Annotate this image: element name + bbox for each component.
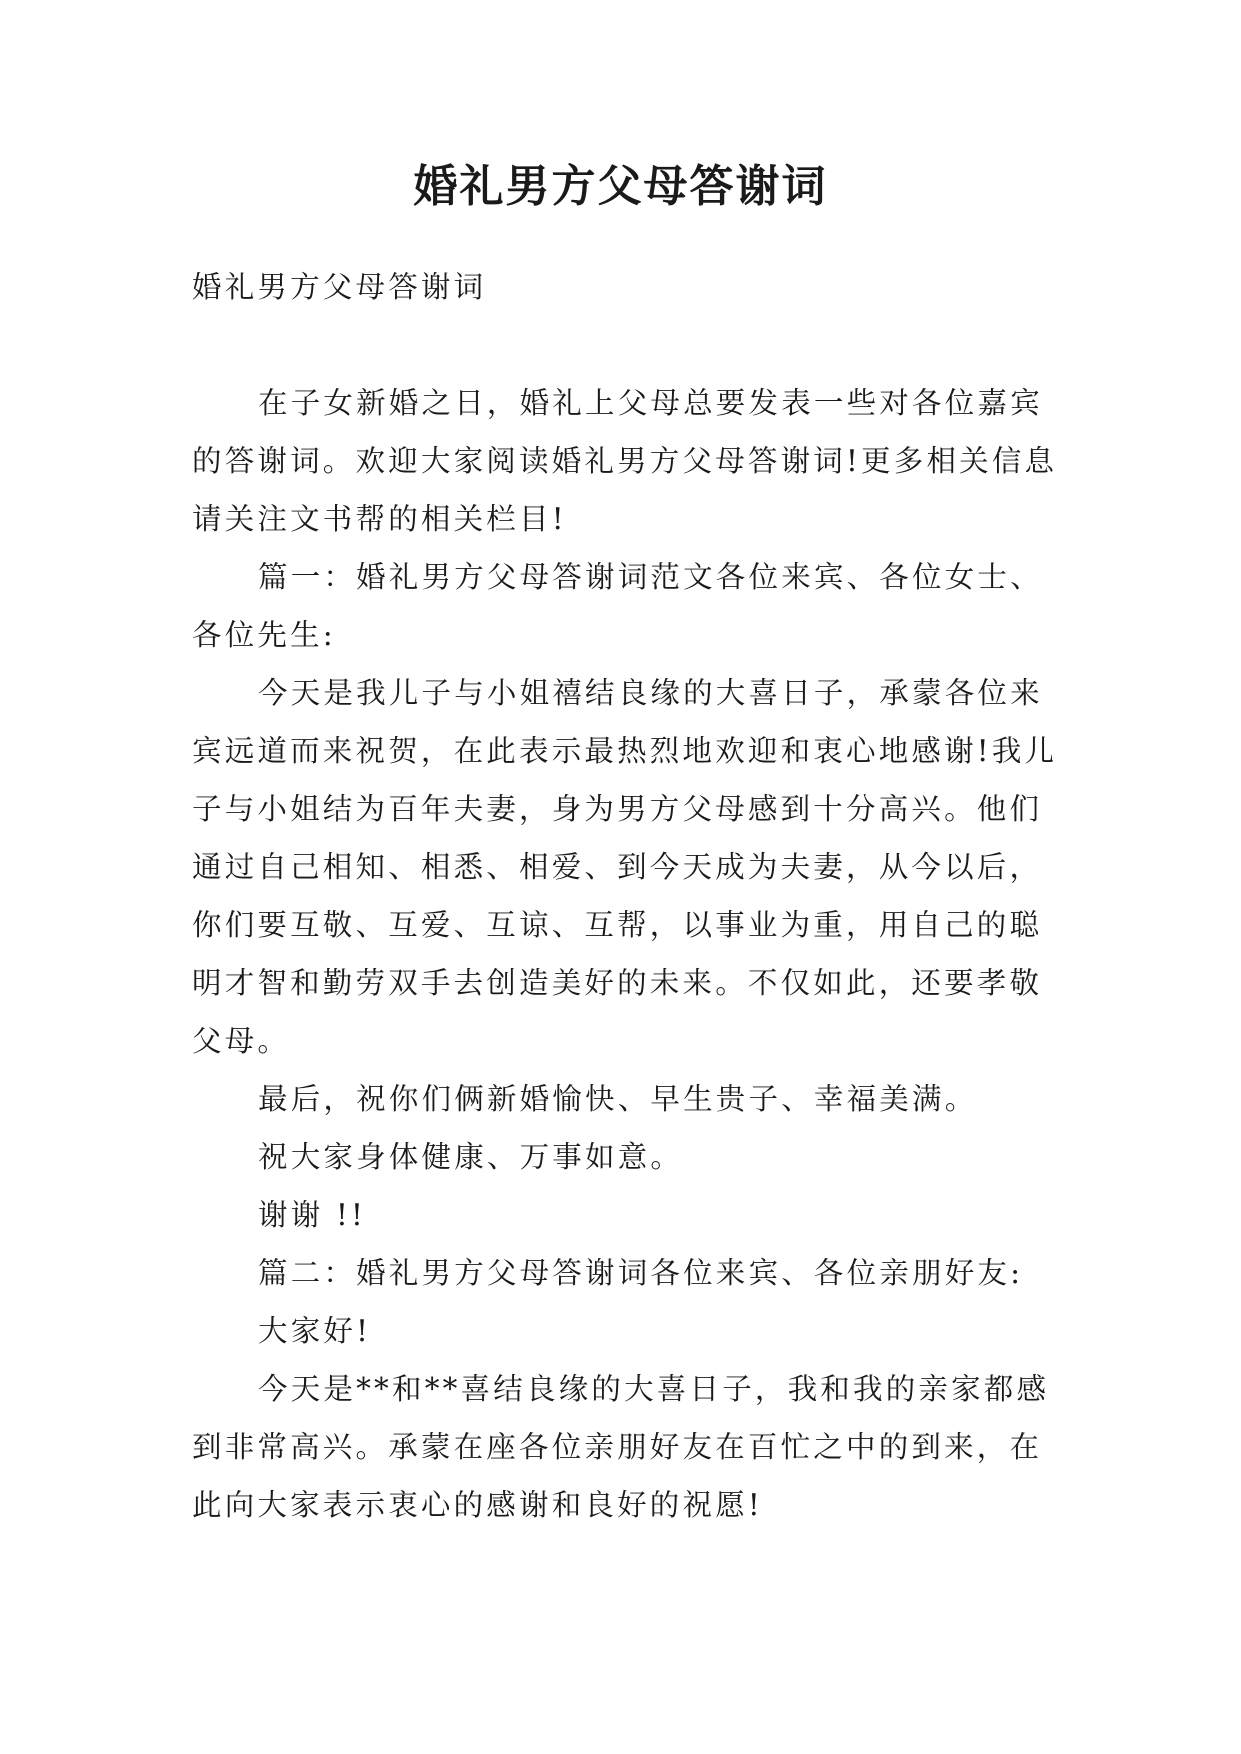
paragraph-part-one-heading: 篇一：婚礼男方父母答谢词范文各位来宾、各位女士、各位先生:: [192, 560, 1043, 652]
paragraph-part-two-body: 今天是**和**喜结良缘的大喜日子，我和我的亲家都感到非常高兴。承蒙在座各位亲朋好友在百忙之中的到来，在此向大家表示衷心的感谢和良好的祝愿!: [192, 1372, 1050, 1522]
document-subtitle: 婚礼男方父母答谢词: [192, 270, 487, 304]
document-body: [192, 258, 1072, 1534]
document-title: 婚礼男方父母答谢词: [413, 161, 828, 212]
paragraph-part-one-body: 今天是我儿子与小姐禧结良缘的大喜日子，承蒙各位来宾远道而来祝贺，在此表示最热烈地欢迎和衷心地感谢!我儿子与小姐结为百年夫妻，身为男方父母感到十分高兴。他们通过自己相知、相悉、相爱、到今天成为夫妻，从今以后，你们要互敬、互爱、互谅、互帮，以事业为重，用自己的聪明才智和勤劳双手去创造美好的未来。不仅如此，还要孝敬父母。: [192, 676, 1058, 1058]
paragraph-closing-wish: 最后，祝你们俩新婚愉快、早生贵子、幸福美满。: [258, 1082, 978, 1116]
paragraph-part-two-heading: 篇二：婚礼男方父母答谢词各位来宾、各位亲朋好友:: [258, 1256, 1024, 1290]
paragraph-greeting: 大家好!: [258, 1314, 372, 1348]
paragraph-thanks: 谢谢 !!: [258, 1198, 367, 1232]
paragraph-intro: 在子女新婚之日，婚礼上父母总要发表一些对各位嘉宾的答谢词。欢迎大家阅读婚礼男方父母答谢词!更多相关信息请关注文书帮的相关栏目!: [192, 386, 1058, 536]
paragraph-health-wish: 祝大家身体健康、万事如意。: [258, 1140, 684, 1174]
